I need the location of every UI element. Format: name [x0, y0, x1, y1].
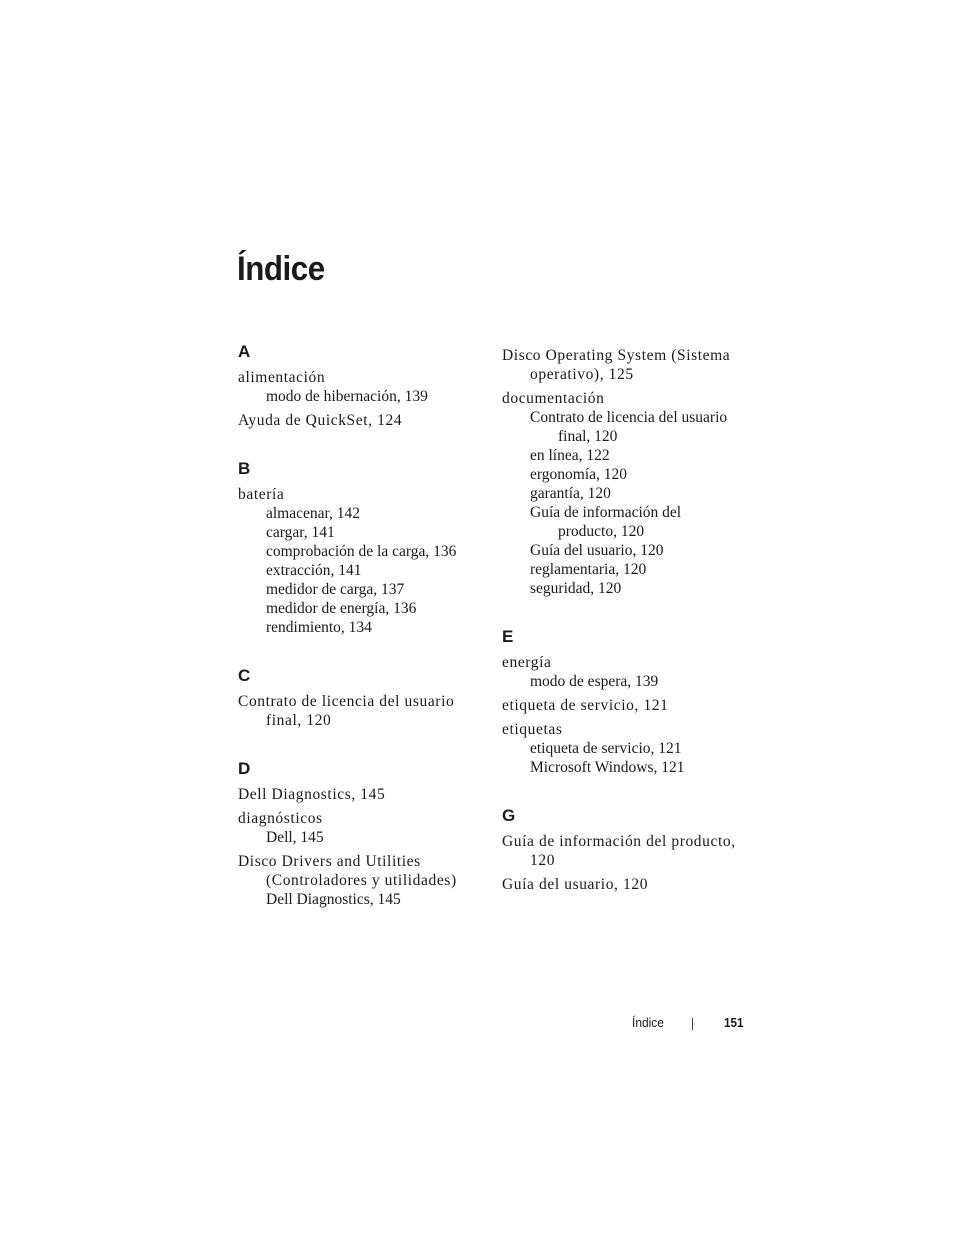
index-column-right: [502, 341, 742, 922]
section-letter: D: [238, 759, 251, 778]
section-letter: B: [238, 459, 251, 478]
index-entry: [238, 785, 478, 804]
index-subentry: modo de espera, 139: [530, 673, 659, 690]
index-entry: [238, 809, 478, 847]
index-column-left: [238, 341, 478, 937]
index-subentry: reglamentaria, 120: [530, 561, 647, 578]
index-entry: [502, 389, 742, 598]
index-subentry: medidor de carga, 137: [266, 581, 405, 598]
index-entry: [502, 832, 742, 870]
index-subentry: Guía del usuario, 120: [530, 542, 664, 559]
index-subentry: modo de hibernación, 139: [266, 388, 428, 405]
index-subentry: seguridad, 120: [530, 580, 622, 597]
index-subentry: Dell Diagnostics, 145: [266, 891, 401, 908]
index-subentry: en línea, 122: [530, 447, 610, 464]
index-entry-term: etiquetas: [502, 721, 563, 738]
index-subentry: Contrato de licencia del usuario final, 120: [530, 409, 728, 445]
footer-separator: [692, 1018, 693, 1030]
index-entry: [238, 485, 478, 637]
index-entry-term: Contrato de licencia del usuario final, 120: [238, 693, 455, 729]
index-section: [238, 665, 478, 730]
index-entry-term: alimentación: [238, 369, 326, 386]
index-subentry: Dell, 145: [266, 829, 324, 846]
index-subentry: medidor de energía, 136: [266, 600, 417, 617]
index-entry-term: Guía del usuario, 120: [502, 876, 649, 893]
index-subentry: garantía, 120: [530, 485, 611, 502]
index-section: [238, 341, 478, 430]
index-entry: [238, 692, 478, 730]
page-number: 151: [724, 1015, 744, 1030]
index-entry-term: energía: [502, 654, 552, 671]
index-entry: [502, 696, 742, 715]
footer-section-label: Índice: [632, 1015, 664, 1030]
index-entry-term: Disco Drivers and Utilities (Controladores y utilidades): [238, 853, 457, 889]
index-entry-term: Dell Diagnostics, 145: [238, 786, 386, 803]
index-section: [238, 758, 478, 909]
index-entry-term: etiqueta de servicio, 121: [502, 697, 669, 714]
index-entry: [238, 852, 478, 909]
index-entry-term: batería: [238, 486, 285, 503]
index-section: [502, 346, 742, 598]
section-letter: E: [502, 627, 514, 646]
index-section: [502, 805, 742, 894]
index-subentry: etiqueta de servicio, 121: [530, 740, 682, 757]
index-subentry: comprobación de la carga, 136: [266, 543, 457, 560]
index-entry-term: Disco Operating System (Sistema operativo), 125: [502, 347, 731, 383]
index-subentry: ergonomía, 120: [530, 466, 628, 483]
index-subentry: almacenar, 142: [266, 505, 361, 522]
index-entry: [502, 653, 742, 691]
index-subentry: extracción, 141: [266, 562, 362, 579]
index-entry: [238, 368, 478, 406]
section-letter: G: [502, 806, 516, 825]
index-subentry: Microsoft Windows, 121: [530, 759, 685, 776]
section-letter: A: [238, 342, 251, 361]
index-section: [238, 458, 478, 637]
index-entry: [238, 411, 478, 430]
section-letter: C: [238, 666, 251, 685]
index-subentry: Guía de información del producto, 120: [530, 504, 682, 540]
index-entry-term: Guía de información del producto, 120: [502, 833, 736, 869]
index-entry: [502, 875, 742, 894]
index-entry: [502, 720, 742, 777]
page-title: Índice: [237, 250, 325, 288]
index-entry-term: diagnósticos: [238, 810, 323, 827]
index-entry-term: Ayuda de QuickSet, 124: [238, 412, 403, 429]
index-section: [502, 626, 742, 777]
index-subentry: cargar, 141: [266, 524, 335, 541]
index-subentry: rendimiento, 134: [266, 619, 372, 636]
index-entry: [502, 346, 742, 384]
index-entry-term: documentación: [502, 390, 605, 407]
